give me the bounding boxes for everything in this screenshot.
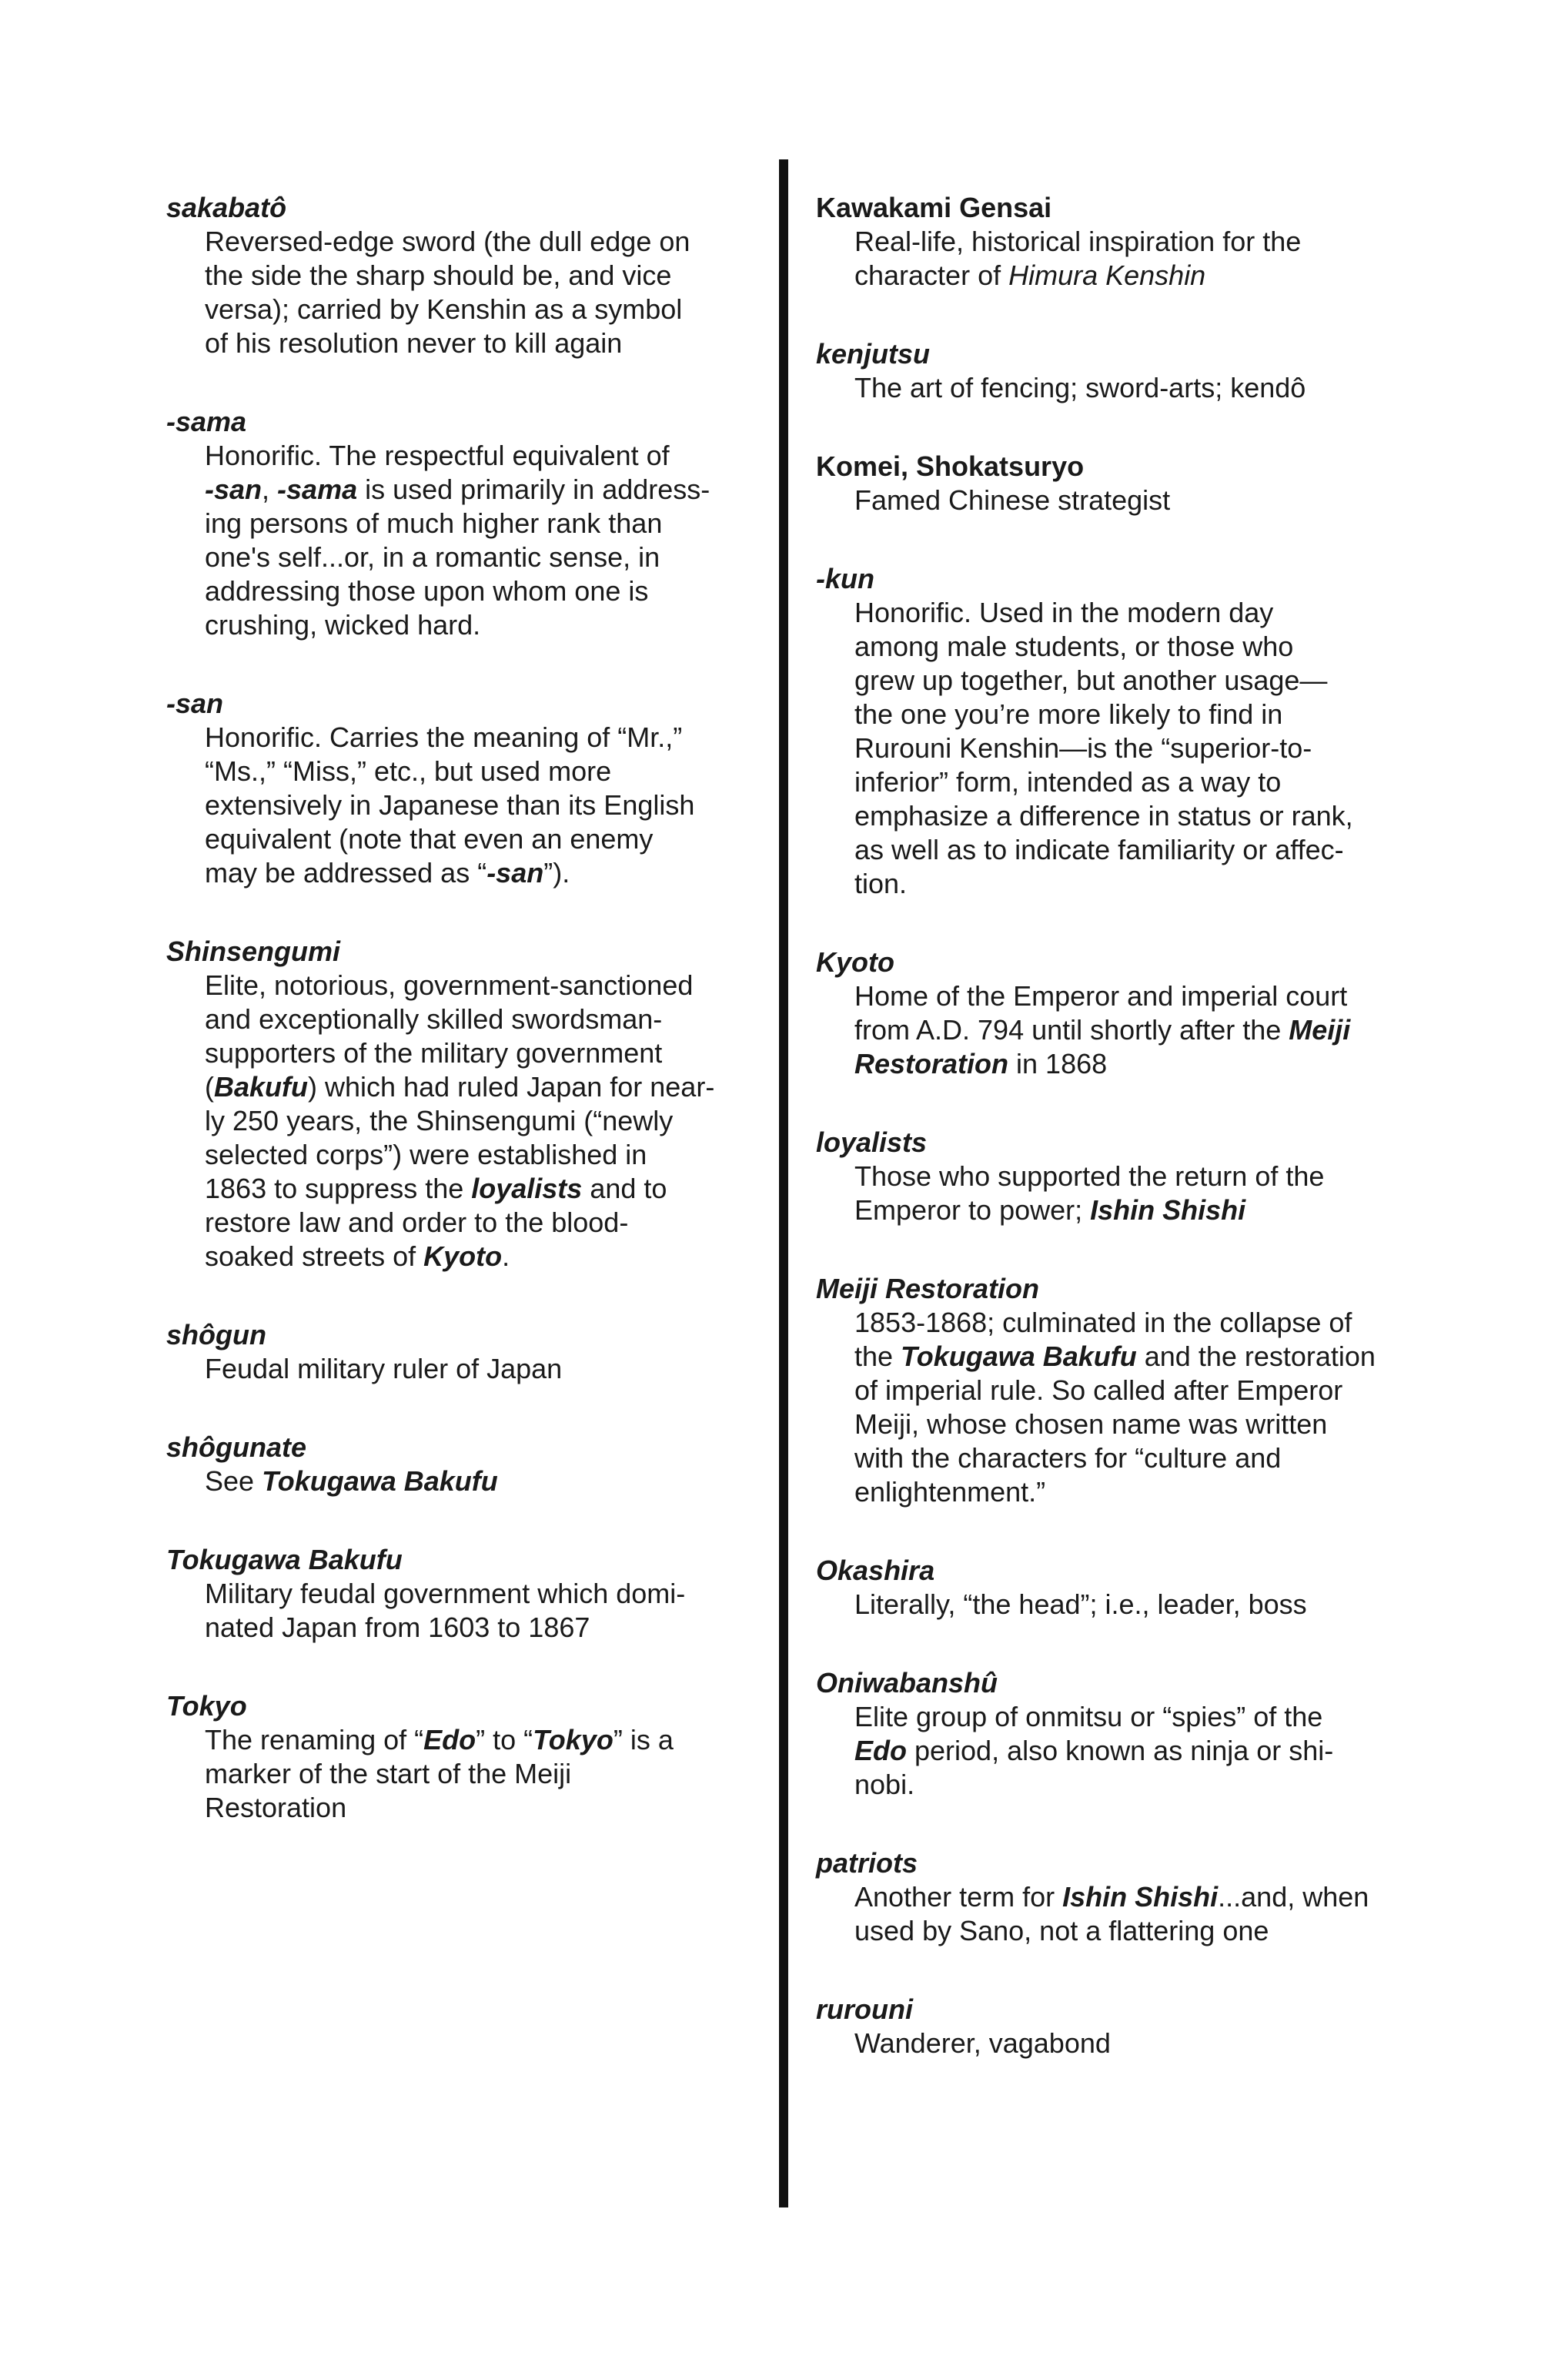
definition-line: the side the sharp should be, and vice (205, 259, 672, 291)
definition-line: Those who supported the return of the (854, 1160, 1325, 1192)
glossary-entry-loyalists (816, 1126, 1432, 1227)
text-run: Emperor to power; (854, 1194, 1091, 1226)
definition-line (205, 1240, 774, 1274)
definition-line (854, 259, 1424, 293)
text-run: , (262, 474, 278, 505)
text-run: 1863 to suppress the (205, 1173, 472, 1204)
definition-line: Reversed-edge sword (the dull edge on (205, 226, 690, 257)
definition-line (205, 1723, 774, 1757)
glossary-entry-okashira (816, 1554, 1432, 1622)
definition-line: Elite, notorious, government-sanctioned (205, 969, 694, 1001)
entry-term: shôgun (166, 1319, 266, 1351)
entry-term: Okashira (816, 1555, 935, 1586)
emphasis: Himura Kenshin (1008, 259, 1206, 291)
text-run: Another term for (854, 1881, 1063, 1913)
entry-definition (854, 1880, 1424, 1948)
emphasis: -sama (277, 474, 358, 505)
text-run: the (854, 1341, 901, 1372)
text-run: soaked streets of (205, 1240, 424, 1272)
glossary-entry-shogun (166, 1318, 782, 1386)
emphasis: Ishin Shishi (1090, 1194, 1246, 1226)
definition-line: Literally, “the head”; i.e., leader, boss (854, 1588, 1307, 1620)
definition-line: extensively in Japanese than its English (205, 789, 695, 821)
definition-line: Wanderer, vagabond (854, 2027, 1111, 2059)
emphasis: -san (205, 474, 262, 505)
definition-line (854, 1193, 1424, 1227)
text-run: The renaming of “ (205, 1724, 424, 1756)
definition-line: Honorific. The respectful equivalent of (205, 440, 670, 471)
entry-term: kenjutsu (816, 338, 931, 370)
entry-term: shôgunate (166, 1431, 307, 1463)
definition-line (205, 856, 774, 890)
text-run: ( (205, 1071, 214, 1103)
definition-line: Real-life, historical inspiration for the (854, 226, 1302, 257)
entry-term: patriots (816, 1847, 918, 1879)
entry-term: loyalists (816, 1126, 928, 1158)
entry-definition (854, 484, 1424, 517)
definition-line: Famed Chinese strategist (854, 484, 1171, 516)
emphasis: Tokyo (533, 1724, 613, 1756)
entry-definition (205, 969, 774, 1274)
definition-line: emphasize a difference in status or rank, (854, 800, 1353, 832)
entry-term: sakabatô (166, 192, 287, 223)
text-run: ...and, when (1218, 1881, 1369, 1913)
glossary-entry-meiji-restoration (816, 1272, 1432, 1509)
text-run: may be addressed as “ (205, 857, 487, 889)
glossary-entry-shogunate (166, 1431, 782, 1498)
entry-definition (205, 1464, 774, 1498)
definition-line (205, 1464, 774, 1498)
emphasis: Restoration (854, 1048, 1009, 1079)
entry-definition (854, 1588, 1424, 1622)
glossary-entry-kyoto (816, 946, 1432, 1081)
glossary-entry-kun (816, 562, 1432, 901)
text-run: See (205, 1465, 262, 1497)
glossary-entry-sama (166, 405, 782, 642)
entry-term: rurouni (816, 1993, 913, 2025)
definition-line: as well as to indicate familiarity or affec- (854, 834, 1344, 865)
entry-definition (854, 1306, 1424, 1509)
definition-line: Home of the Emperor and imperial court (854, 980, 1348, 1012)
definition-line (854, 1880, 1424, 1914)
definition-line: of imperial rule. So called after Emperor (854, 1374, 1343, 1406)
text-run: from A.D. 794 until shortly after the (854, 1014, 1289, 1046)
glossary-entry-kenjutsu (816, 337, 1432, 405)
glossary-entry-tokyo (166, 1689, 782, 1825)
entry-definition (205, 1723, 774, 1825)
definition-line: equivalent (note that even an enemy (205, 823, 654, 855)
glossary-entry-oniwabanshu (816, 1666, 1432, 1802)
definition-line (854, 1734, 1424, 1768)
entry-definition (854, 225, 1424, 293)
text-run: and to (582, 1173, 667, 1204)
glossary-entry-tokugawa-bakufu (166, 1543, 782, 1645)
text-run: period, also known as ninja or shi- (907, 1735, 1334, 1766)
definition-line: Elite group of onmitsu or “spies” of the (854, 1701, 1323, 1732)
definition-line: Restoration (205, 1792, 347, 1823)
entry-definition (205, 1352, 774, 1386)
glossary-entry-patriots (816, 1846, 1432, 1948)
entry-term: Tokugawa Bakufu (166, 1544, 403, 1575)
glossary-entry-komei-shokatsuryo (816, 450, 1432, 517)
emphasis: Tokugawa Bakufu (901, 1341, 1137, 1372)
definition-line: and exceptionally skilled swordsman- (205, 1003, 663, 1035)
glossary-right-column (816, 191, 1432, 2105)
emphasis: -san (486, 857, 544, 889)
emphasis: loyalists (471, 1173, 583, 1204)
definition-line: selected corps”) were established in (205, 1139, 647, 1170)
cross-reference: Tokugawa Bakufu (262, 1465, 498, 1497)
entry-term: Komei, Shokatsuryo (816, 450, 1085, 482)
entry-term: Meiji Restoration (816, 1273, 1040, 1304)
definition-line: 1853-1868; culminated in the collapse of (854, 1307, 1352, 1338)
entry-term: Oniwabanshû (816, 1667, 998, 1699)
definition-line: Honorific. Carries the meaning of “Mr.,” (205, 721, 683, 753)
definition-line: crushing, wicked hard. (205, 609, 481, 641)
emphasis: Edo (423, 1724, 476, 1756)
glossary-entry-shinsengumi (166, 935, 782, 1274)
glossary-entry-rurouni (816, 1993, 1432, 2060)
glossary-entry-san (166, 687, 782, 890)
text-run: is used primarily in address- (357, 474, 710, 505)
definition-line: restore law and order to the blood- (205, 1207, 629, 1238)
definition-line: Honorific. Used in the modern day (854, 597, 1274, 628)
definition-line: grew up together, but another usage— (854, 664, 1328, 696)
definition-line: tion. (854, 868, 908, 899)
definition-line: among male students, or those who (854, 631, 1294, 662)
text-run: in 1868 (1008, 1048, 1108, 1079)
entry-definition (205, 439, 774, 642)
entry-definition (854, 1160, 1424, 1227)
definition-line: versa); carried by Kenshin as a symbol (205, 293, 683, 325)
definition-line: Meiji, whose chosen name was written (854, 1408, 1328, 1440)
text-run: character of (854, 259, 1009, 291)
definition-line: nobi. (854, 1769, 915, 1800)
definition-line: marker of the start of the Meiji (205, 1758, 572, 1789)
text-run: ”). (543, 857, 570, 889)
definition-line: addressing those upon whom one is (205, 575, 649, 607)
emphasis: Ishin Shishi (1062, 1881, 1219, 1913)
glossary-entry-sakabato (166, 191, 782, 360)
text-run: and the restoration (1136, 1341, 1376, 1372)
definition-line: The art of fencing; sword-arts; kendô (854, 372, 1306, 403)
emphasis: Kyoto (423, 1240, 503, 1272)
definition-line (205, 473, 774, 507)
definition-line: of his resolution never to kill again (205, 327, 623, 359)
definition-line: used by Sano, not a flattering one (854, 1915, 1269, 1946)
entry-term: Kawakami Gensai (816, 192, 1052, 223)
text-run: ) which had ruled Japan for near- (308, 1071, 715, 1103)
definition-line: “Ms.,” “Miss,” etc., but used more (205, 755, 612, 787)
entry-term: -san (166, 688, 224, 719)
definition-line: inferior” form, intended as a way to (854, 766, 1282, 798)
emphasis: Meiji (1289, 1014, 1351, 1046)
definition-line (854, 1047, 1424, 1081)
definition-line: supporters of the military government (205, 1037, 663, 1069)
entry-definition (854, 371, 1424, 405)
entry-term: Tokyo (166, 1690, 247, 1722)
entry-definition (205, 1577, 774, 1645)
entry-term: -kun (816, 563, 874, 594)
definition-line: one's self...or, in a romantic sense, in (205, 541, 660, 573)
emphasis: Edo (854, 1735, 907, 1766)
definition-line: the one you’re more likely to find in (854, 698, 1283, 730)
glossary-left-column (166, 191, 782, 1869)
definition-line: Feudal military ruler of Japan (205, 1353, 563, 1384)
definition-line: with the characters for “culture and (854, 1442, 1282, 1474)
emphasis: Bakufu (214, 1071, 309, 1103)
entry-definition (854, 2027, 1424, 2060)
definition-line (205, 1172, 774, 1206)
definition-line (854, 1013, 1424, 1047)
text-run: ” to “ (476, 1724, 533, 1756)
entry-term: Kyoto (816, 946, 894, 978)
definition-line: nated Japan from 1603 to 1867 (205, 1612, 590, 1643)
entry-definition (205, 225, 774, 360)
definition-line: Military feudal government which domi- (205, 1578, 686, 1609)
entry-definition (854, 979, 1424, 1081)
entry-definition (854, 1700, 1424, 1802)
definition-line: ing persons of much higher rank than (205, 507, 663, 539)
definition-line: Rurouni Kenshin—is the “superior-to- (854, 732, 1312, 764)
text-run: . (502, 1240, 510, 1272)
text-run: ” is a (613, 1724, 674, 1756)
definition-line (854, 1340, 1424, 1374)
definition-line (205, 1070, 774, 1104)
entry-definition (854, 596, 1424, 901)
definition-line: enlightenment.” (854, 1476, 1046, 1508)
entry-term: -sama (166, 406, 247, 437)
entry-term: Shinsengumi (166, 936, 341, 967)
glossary-entry-kawakami-gensai (816, 191, 1432, 293)
definition-line: ly 250 years, the Shinsengumi (“newly (205, 1105, 674, 1136)
entry-definition (205, 721, 774, 890)
